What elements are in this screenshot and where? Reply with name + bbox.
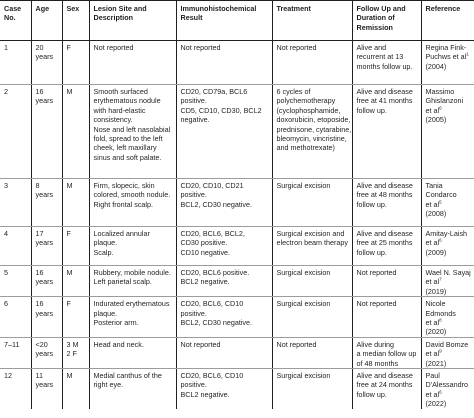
cell-line: positive.	[180, 96, 207, 106]
reference-citation: 6	[439, 238, 442, 244]
reference-cell	[421, 369, 474, 410]
cell-line: Nicole	[425, 299, 446, 309]
ihc-cell	[176, 297, 272, 338]
cell-line: free at 24 months	[356, 380, 413, 390]
header-case-no: Case No.	[0, 1, 31, 41]
cell-line: 4	[4, 229, 8, 238]
cell-line: Smooth surfaced	[93, 87, 148, 96]
cell-line: Alive during	[356, 339, 395, 349]
follow-up-cell	[352, 297, 421, 338]
cell-line: and methotrexate)	[276, 143, 335, 153]
cell-line: <20	[35, 339, 48, 349]
reference-cell	[421, 266, 474, 297]
ihc-cell	[176, 41, 272, 85]
cell-line: right eye.	[93, 380, 124, 390]
cell-line: years	[35, 190, 54, 200]
ihc-cell	[176, 179, 272, 227]
cell-line: 16	[35, 87, 44, 96]
cell-line: Firm, slopecic, skin	[93, 181, 155, 190]
cell-line: 2 F	[66, 349, 77, 359]
lesion-cell	[89, 41, 176, 85]
ihc-cell	[176, 227, 272, 266]
follow-up-cell	[352, 266, 421, 297]
cell-line: Massimo	[425, 87, 455, 96]
cell-line: plaque.	[93, 238, 118, 248]
cell-line: recurrent at 13	[356, 52, 404, 62]
reference-citation: 1	[466, 52, 469, 58]
cell-line: M	[66, 181, 73, 190]
cell-line: polychemotherapy	[276, 96, 336, 106]
cell-line: free at 48 months	[356, 190, 413, 200]
case-no-cell	[0, 41, 31, 85]
case-no-cell	[0, 266, 31, 297]
follow-up-cell	[352, 227, 421, 266]
cell-line: doxorubicin, etoposide,	[276, 115, 351, 125]
header-ihc: Immunohistochemical Result	[176, 1, 272, 41]
cell-line: consistency.	[93, 115, 133, 125]
lesion-cell	[89, 85, 176, 179]
cell-line: 8	[35, 181, 40, 190]
reference-citation: 7	[439, 277, 442, 283]
cell-line: (2019)	[425, 286, 447, 296]
reference-citation: 6	[439, 389, 442, 395]
cell-line: years	[35, 96, 54, 106]
cell-line: D'Alessandro	[425, 380, 469, 390]
table-row	[0, 369, 474, 410]
cell-line: positive.	[180, 190, 207, 200]
case-no-cell	[0, 85, 31, 179]
cell-line: (2022)	[425, 399, 447, 409]
table-row	[0, 85, 474, 179]
treatment-cell	[272, 41, 352, 85]
cell-line: Not reported	[180, 43, 221, 52]
cell-line: years	[35, 277, 54, 287]
follow-up-cell	[352, 337, 421, 368]
cell-line: et $al^5$	[425, 199, 442, 209]
cell-line: CD30 positive.	[180, 238, 228, 248]
case-no-cell	[0, 337, 31, 368]
sex-cell	[62, 266, 89, 297]
cell-line: Left parietal scalp.	[93, 277, 152, 287]
cell-line: (2009)	[425, 247, 447, 257]
cell-line: 3	[4, 181, 8, 190]
cell-line: (cyclophosphamide,	[276, 105, 341, 115]
cell-line: bleomycin, vincristine,	[276, 134, 347, 144]
cell-line: Nose and left nasolabial	[93, 124, 171, 134]
cell-line: a median follow up	[356, 349, 417, 359]
age-cell	[31, 337, 62, 368]
header-sex: Sex	[62, 1, 89, 41]
follow-up-cell	[352, 369, 421, 410]
cell-line: Posterior arm.	[93, 318, 139, 328]
lesion-cell	[89, 227, 176, 266]
header-age: Age	[31, 1, 62, 41]
cell-line: Head and neck.	[93, 339, 144, 349]
cell-line: Edmonds	[425, 308, 456, 318]
cell-line: et $al^9$	[425, 348, 442, 359]
age-cell	[31, 85, 62, 179]
reference-citation: 5	[439, 199, 442, 205]
table-row	[0, 266, 474, 297]
cell-line: M	[66, 268, 73, 277]
case-no-cell	[0, 179, 31, 227]
cell-line: erythematous nodule	[93, 96, 161, 106]
cell-line: cheek, left maxillary	[93, 143, 157, 153]
sex-cell	[62, 369, 89, 410]
cell-line: Localized annular	[93, 229, 150, 238]
treatment-cell	[272, 337, 352, 368]
cell-line: et $al^6$	[425, 105, 442, 115]
cell-line: BCL2, CD30 negative.	[180, 199, 253, 209]
cell-line: prednisone, cytarabine,	[276, 124, 352, 134]
cell-line: 6 cycles of	[276, 87, 311, 96]
reference-cell	[421, 337, 474, 368]
cell-line: F	[66, 43, 71, 52]
cell-line: et $al^7$	[425, 277, 442, 287]
table-row	[0, 297, 474, 338]
table-header-row	[0, 1, 474, 41]
lesion-cell	[89, 266, 176, 297]
cell-line: M	[66, 371, 73, 381]
cell-line: BCL2 negative.	[180, 277, 230, 287]
cell-line: CD20, CD10, CD21	[180, 181, 244, 190]
treatment-cell	[272, 266, 352, 297]
sex-cell	[62, 179, 89, 227]
header-follow-up: Follow Up and Duration of Remission	[352, 1, 421, 41]
cell-line: with hard-elastic	[93, 105, 146, 115]
cell-line: positive.	[180, 380, 207, 390]
cell-line: 12	[4, 371, 12, 381]
cell-line: et $al^6$	[425, 238, 442, 248]
cell-line: M	[66, 87, 73, 96]
cell-line: F	[66, 229, 71, 238]
cell-line: Alive and disease	[356, 371, 413, 381]
lesion-cell	[89, 179, 176, 227]
age-cell	[31, 266, 62, 297]
cell-line: 7–11	[4, 339, 20, 349]
cell-line: Medial canthus of the	[93, 371, 162, 381]
cell-line: BCL2 negative.	[180, 389, 230, 399]
reference-citation: 6	[439, 105, 442, 111]
follow-up-cell	[352, 41, 421, 85]
cell-line: CD5, CD10, CD30, BCL2	[180, 105, 262, 115]
case-no-cell	[0, 369, 31, 410]
cell-line: Puchws et $al^1$	[425, 52, 469, 62]
cell-line: follow up.	[356, 199, 387, 209]
table-row	[0, 337, 474, 368]
cell-line: Surgical excision	[276, 268, 331, 277]
cell-line: (2021)	[425, 358, 447, 368]
cell-line: Condarco	[425, 190, 457, 200]
age-cell	[31, 297, 62, 338]
cell-line: months follow up.	[356, 61, 413, 71]
header-treatment: Treatment	[272, 1, 352, 41]
sex-cell	[62, 85, 89, 179]
cell-line: Surgical excision and	[276, 229, 345, 238]
reference-cell	[421, 41, 474, 85]
cell-line: Not reported	[356, 268, 397, 277]
ihc-cell	[176, 266, 272, 297]
cell-line: CD20, BCL6 positive.	[180, 268, 250, 277]
cell-line: F	[66, 299, 71, 309]
cell-line: fold, spread to the left	[93, 134, 163, 144]
cell-line: years	[35, 52, 54, 62]
cell-line: 1	[4, 43, 8, 52]
case-no-cell	[0, 297, 31, 338]
cell-line: (2008)	[425, 209, 447, 219]
ihc-cell	[176, 85, 272, 179]
sex-cell	[62, 41, 89, 85]
cell-line: Surgical excision	[276, 371, 331, 381]
cell-line: 6	[4, 299, 8, 309]
reference-citation: 9	[439, 348, 442, 354]
header-reference: Reference	[421, 1, 474, 41]
age-cell	[31, 227, 62, 266]
cell-line: Alive and disease	[356, 87, 413, 96]
sex-cell	[62, 227, 89, 266]
cell-line: Right frontal scalp.	[93, 199, 154, 209]
cell-line: CD20, BCL6, BCL2,	[180, 229, 245, 238]
cell-line: (2020)	[425, 327, 447, 337]
cell-line: free at 25 months	[356, 238, 413, 248]
cell-line: Alive and	[356, 43, 387, 52]
cell-line: years	[35, 380, 54, 390]
reference-cell	[421, 297, 474, 338]
ihc-cell	[176, 337, 272, 368]
reference-cell	[421, 179, 474, 227]
cell-line: Alive and disease	[356, 181, 413, 190]
ihc-cell	[176, 369, 272, 410]
treatment-cell	[272, 85, 352, 179]
age-cell	[31, 41, 62, 85]
cell-line: et $al^8$	[425, 317, 442, 328]
follow-up-cell	[352, 179, 421, 227]
cell-line: follow up.	[356, 247, 387, 257]
treatment-cell	[272, 179, 352, 227]
reference-cell	[421, 85, 474, 179]
reference-cell	[421, 227, 474, 266]
cell-line: CD20, BCL6, CD10	[180, 371, 244, 381]
cell-line: et $al^6$	[425, 389, 442, 399]
table-row	[0, 41, 474, 85]
treatment-cell	[272, 297, 352, 338]
sex-cell	[62, 297, 89, 338]
cell-line: free at 41 months	[356, 96, 413, 106]
cell-line: Not reported	[93, 43, 134, 52]
reference-citation: 8	[439, 317, 442, 323]
cell-line: (2004)	[425, 61, 447, 71]
case-no-cell	[0, 227, 31, 266]
cell-line: CD20, BCL6, CD10	[180, 299, 244, 309]
cell-line: Alive and disease	[356, 229, 413, 238]
cell-line: 20	[35, 43, 44, 52]
cell-line: 11	[35, 371, 43, 381]
cell-line: Surgical excision	[276, 181, 331, 190]
cell-line: Not reported	[276, 43, 317, 52]
cell-line: Tania	[425, 181, 443, 190]
cell-line: Scalp.	[93, 247, 114, 257]
cell-line: follow up.	[356, 105, 387, 115]
cell-line: positive.	[180, 308, 207, 318]
cell-line: Not reported	[356, 299, 397, 309]
header-lesion: Lesion Site and Description	[89, 1, 176, 41]
cell-line: 16	[35, 268, 44, 277]
cell-line: Wael N. Sayaj	[425, 268, 471, 277]
age-cell	[31, 179, 62, 227]
cell-line: (2005)	[425, 115, 447, 125]
cell-line: 16	[35, 299, 44, 309]
cell-line: Surgical excision	[276, 299, 331, 309]
cell-line: negative.	[180, 115, 210, 125]
cell-line: 3 M	[66, 339, 79, 349]
cell-line: Ghislanzoni	[425, 96, 464, 106]
cell-line: sinus and soft palate.	[93, 152, 162, 162]
treatment-cell	[272, 227, 352, 266]
cell-line: CD20, CD79a, BCL6	[180, 87, 248, 96]
cell-line: colored, smooth nodule.	[93, 190, 171, 200]
cell-line: years	[35, 308, 54, 318]
cell-line: Rubbery, mobile nodule.	[93, 268, 171, 277]
cell-line: BCL2, CD30 negative.	[180, 318, 253, 328]
cell-line: Paul	[425, 371, 440, 381]
cell-line: 17	[35, 229, 44, 238]
treatment-cell	[272, 369, 352, 410]
cell-line: 5	[4, 268, 8, 277]
cell-line: Regina Fink-	[425, 43, 467, 52]
cell-line: years	[35, 238, 54, 248]
age-cell	[31, 369, 62, 410]
table-row	[0, 227, 474, 266]
cell-line: 2	[4, 87, 8, 96]
cell-line: follow up.	[356, 389, 387, 399]
cell-line: Not reported	[180, 339, 221, 349]
lesion-cell	[89, 369, 176, 410]
cell-line: Not reported	[276, 339, 317, 349]
cell-line: plaque.	[93, 308, 118, 318]
cell-line: of 48 months	[356, 358, 399, 368]
cell-line: electron beam therapy	[276, 238, 349, 248]
table-row	[0, 179, 474, 227]
cell-line: CD10 negative.	[180, 247, 231, 257]
lesion-cell	[89, 297, 176, 338]
sex-cell	[62, 337, 89, 368]
cell-line: Indurated erythematous	[93, 299, 170, 309]
follow-up-cell	[352, 85, 421, 179]
lesion-cell	[89, 337, 176, 368]
cell-line: years	[35, 349, 54, 359]
cell-line: David Bomze	[425, 339, 469, 349]
cell-line: Amitay-Laish	[425, 229, 468, 238]
